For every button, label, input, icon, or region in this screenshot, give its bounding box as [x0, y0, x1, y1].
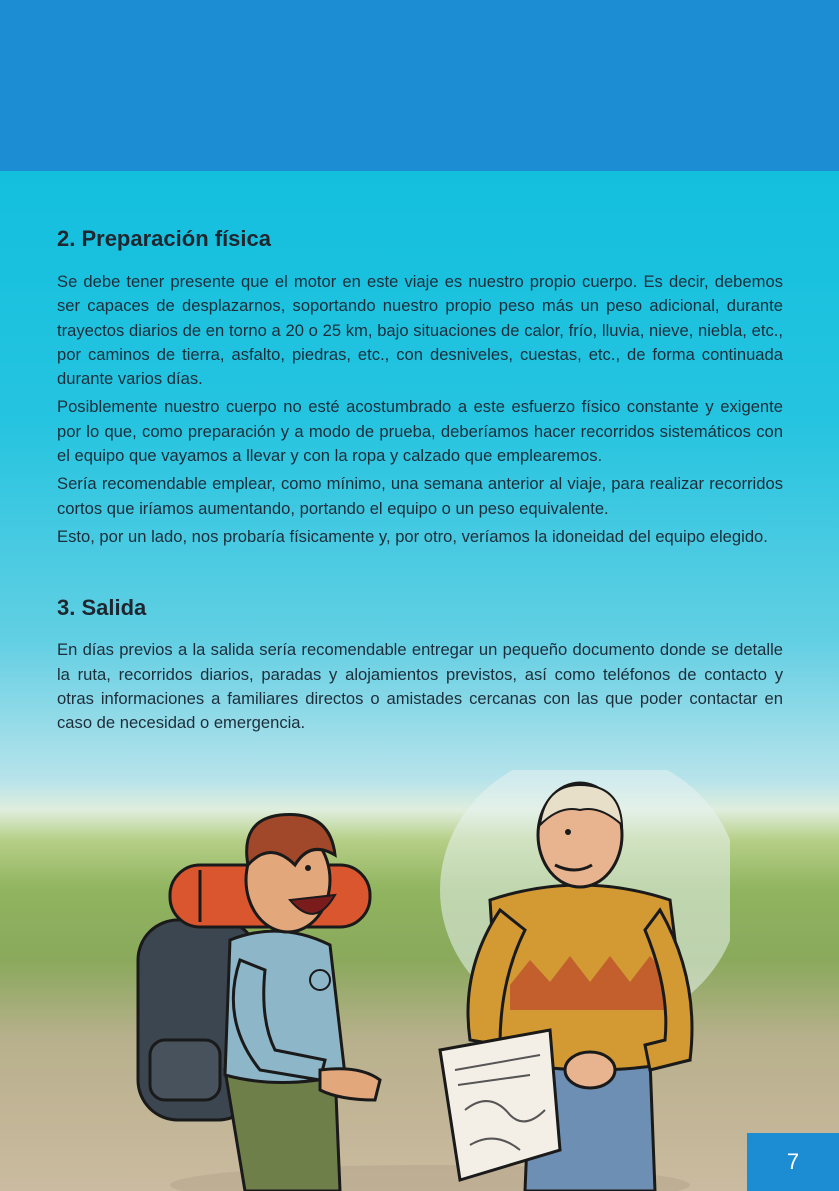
paragraph: Se debe tener presente que el motor en este viaje es nuestro propio cuerpo. Es decir, debemos ser capaces de desplazarnos, soportando nuestro propio peso más un peso adicional, durante trayectos diarios de en torno a 20 o 25 km, bajo situaciones de calor, frío, lluvia, nieve, niebla, etc., por caminos de tierra, asfalto, piedras, etc., con desniveles, cuestas, etc., de forma continuada durante varios días.	[57, 272, 783, 389]
section-title: 3. Salida	[57, 595, 147, 621]
paragraph: En días previos a la salida sería recomendable entregar un pequeño documento donde se detalle la ruta, recorridos diarios, paradas y alojamientos previstos, así como teléfonos de contacto y otras informaciones a familiares directos o amistades cercanas con las que poder contactar en caso de necesidad o emergencia.	[57, 640, 783, 733]
section-title: 2. Preparación física	[57, 226, 271, 251]
paragraph: Esto, por un lado, nos probaría físicamente y, por otro, veríamos la idoneidad del equipo elegido.	[57, 526, 768, 546]
section-preparacion-fisica	[57, 224, 783, 549]
header-band	[0, 0, 839, 171]
hikers-illustration	[130, 770, 730, 1191]
page-number: 7	[747, 1133, 839, 1191]
main-content	[57, 224, 783, 739]
paragraph: Sería recomendable emplear, como mínimo, una semana anterior al viaje, para realizar recorridos cortos que iríamos aumentando, portando el equipo o un peso equivalente.	[57, 474, 783, 518]
paragraph: Posiblemente nuestro cuerpo no esté acostumbrado a este esfuerzo físico constante y exigente por lo que, como preparación y a modo de prueba, deberíamos hacer recorridos sistemáticos con el equipo que vayamos a llevar y con la ropa y calzado que emplearemos.	[57, 397, 783, 466]
section-salida	[57, 593, 783, 735]
